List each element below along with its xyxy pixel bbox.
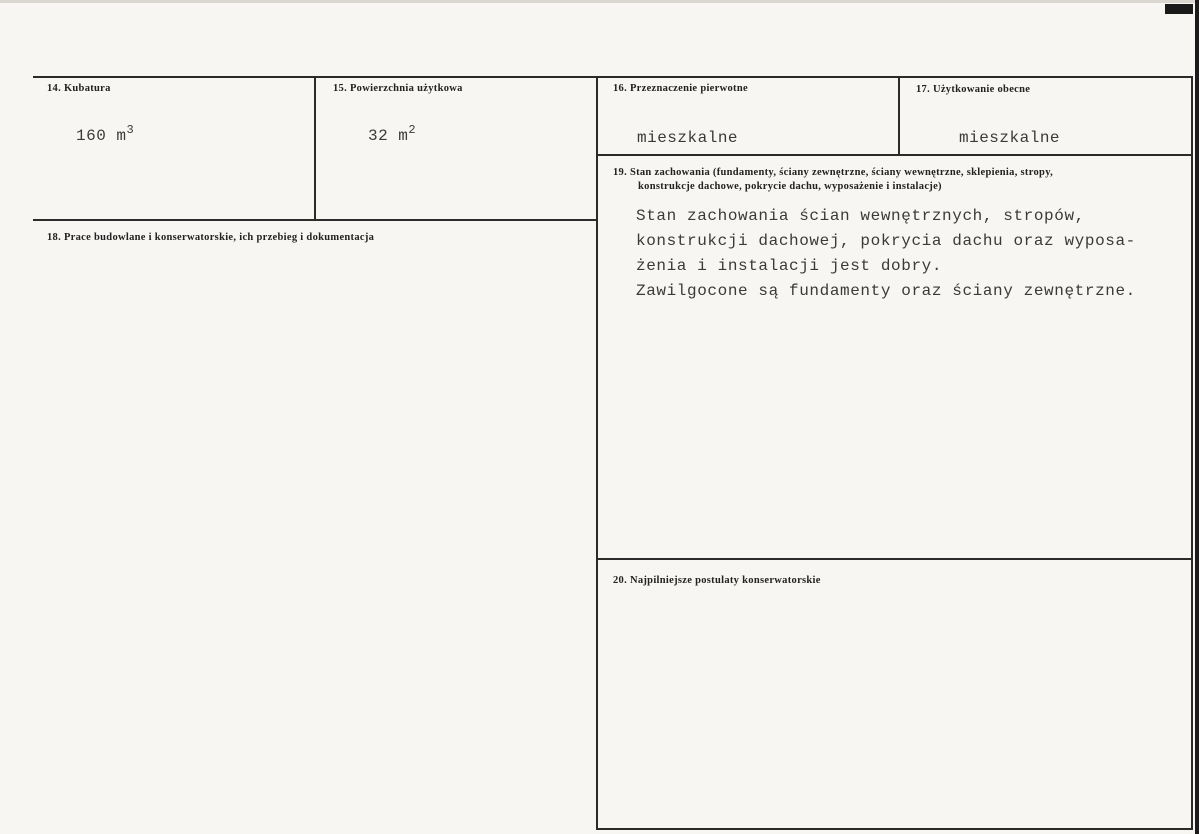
field-19-text-line: konstrukcji dachowej, pokrycia dachu oraz wyposa- <box>636 232 1136 250</box>
field-19-text-line: żenia i instalacji jest dobry. <box>636 257 943 275</box>
field-18-label: 18. Prace budowlane i konserwatorskie, ich przebieg i dokumentacja <box>47 232 375 243</box>
field-19-label-line2: konstrukcje dachowe, pokrycie dachu, wyposażenie i instalacje) <box>638 181 942 192</box>
field-19-label-line1: 19. Stan zachowania (fundamenty, ściany zewnętrzne, ściany wewnętrzne, sklepienia, stropy, <box>613 167 1054 178</box>
main-column-divider <box>596 76 598 830</box>
field-15-value-text: 32 m <box>368 127 409 145</box>
rule-below-16-17 <box>597 154 1193 156</box>
field-14-label: 14. Kubatura <box>47 83 111 94</box>
field-20-label: 20. Najpilniejsze postulaty konserwatorskie <box>613 575 821 586</box>
field-19-text-line: Stan zachowania ścian wewnętrznych, stropów, <box>636 207 1085 225</box>
field-14-value <box>76 123 135 145</box>
top-rule <box>33 76 1193 78</box>
right-border <box>1191 76 1193 830</box>
divider-14-15 <box>314 76 316 220</box>
divider-16-17 <box>898 76 900 155</box>
field-15-label: 15. Powierzchnia użytkowa <box>333 83 463 94</box>
field-15-exponent: 2 <box>408 123 417 137</box>
rule-above-20 <box>597 558 1193 560</box>
bottom-rule <box>597 828 1193 830</box>
field-14-exponent: 3 <box>126 123 135 137</box>
field-17-value: mieszkalne <box>959 129 1061 147</box>
field-16-value: mieszkalne <box>637 129 739 147</box>
field-15-value <box>368 123 417 145</box>
scan-corner-mark <box>1165 4 1193 14</box>
scan-right-edge <box>1195 0 1199 834</box>
field-19-text-line: Zawilgocone są fundamenty oraz ściany zewnętrzne. <box>636 282 1136 300</box>
field-16-label: 16. Przeznaczenie pierwotne <box>613 83 748 94</box>
field-17-label: 17. Użytkowanie obecne <box>916 84 1031 95</box>
field-14-value-text: 160 m <box>76 127 127 145</box>
scan-top-edge <box>0 0 1199 3</box>
